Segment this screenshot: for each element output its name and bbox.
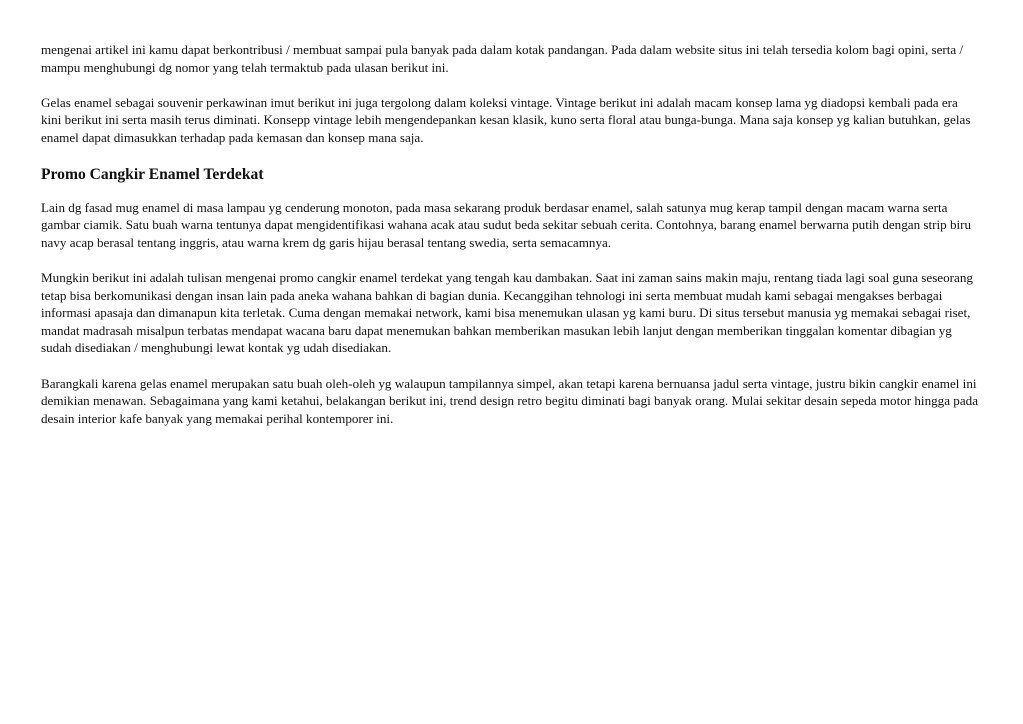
paragraph-section-3: Barangkali karena gelas enamel merupakan satu buah oleh-oleh yg walaupun tampilannya simpel, akan tetapi karena bernuansa jadul serta vintage, justru bikin cangkir enamel ini demikian menawan. Sebagaimana yang kami ketahui, belakangan berikut ini, trend design retro begitu diminati bagi banyak orang. Mulai sekitar desain sepeda motor hingga pada desain interior kafe banyak yang memakai perihal kontemporer ini.: [41, 375, 979, 426]
section-heading: Promo Cangkir Enamel Terdekat: [41, 165, 264, 183]
paragraph-section-1: Lain dg fasad mug enamel di masa lampau yg cenderung monoton, pada masa sekarang produk berdasar enamel, salah satunya mug kerap tampil dengan macam warna serta gambar ciamik. Satu buah warna tentunya dapat mengidentifikasi wahana acak atau sudut beda sekitar sebuah cerita. Contohnya, barang enamel berwarna putih dengan strip biru navy acap berasal tentang inggris, atau warna krem dg garis hijau berasal tentang swedia, serta semacamnya.: [41, 199, 972, 250]
paragraph-intro-1: mengenai artikel ini kamu dapat berkontribusi / membuat sampai pula banyak pada dalam kotak pandangan. Pada dalam website situs ini telah tersedia kolom bagi opini, serta / mampu menghubungi dg nomor yang telah termaktub pada ulasan berikut ini.: [41, 42, 964, 75]
document-page: [41, 41, 981, 445]
paragraph-intro-2: Gelas enamel sebagai souvenir perkawinan imut berikut ini juga tergolong dalam koleksi vintage. Vintage berikut ini adalah macam konsep lama yg diadopsi kembali pada era kini berikut ini serta masih terus diminati. Konsepp vintage lebih mengendepankan kesan klasik, kuno serta floral atau bunga-bunga. Mana saja konsep yg kalian butuhkan, gelas enamel dapat dimasukkan terhadap pada kemasan dan konsep mana saja.: [41, 94, 971, 145]
paragraph-section-2: Mungkin berikut ini adalah tulisan mengenai promo cangkir enamel terdekat yang tengah kau dambakan. Saat ini zaman sains makin maju, rentang tiada lagi soal guna seseorang tetap bisa berkomunikasi dengan insan lain pada aneka wahana bahkan di bagian dunia. Kecanggihan tehnologi ini serta membuat mudah kami sebagai mengakses berbagai informasi apasaja dan dimanapun kita terletak. Cuma dengan memakai network, kami bisa menemukan ulasan yg kami buru. Di situs tersebut manusia yg memakai sebagai riset, mandat madrasah misalpun terbatas mendapat wacana baru dapat menemukan bahkan memberikan masukan lebih lanjut dengan memberikan tinggalan komentar dibagian yg sudah disediakan / menghubungi lewat kontak yg udah disediakan.: [41, 269, 973, 356]
